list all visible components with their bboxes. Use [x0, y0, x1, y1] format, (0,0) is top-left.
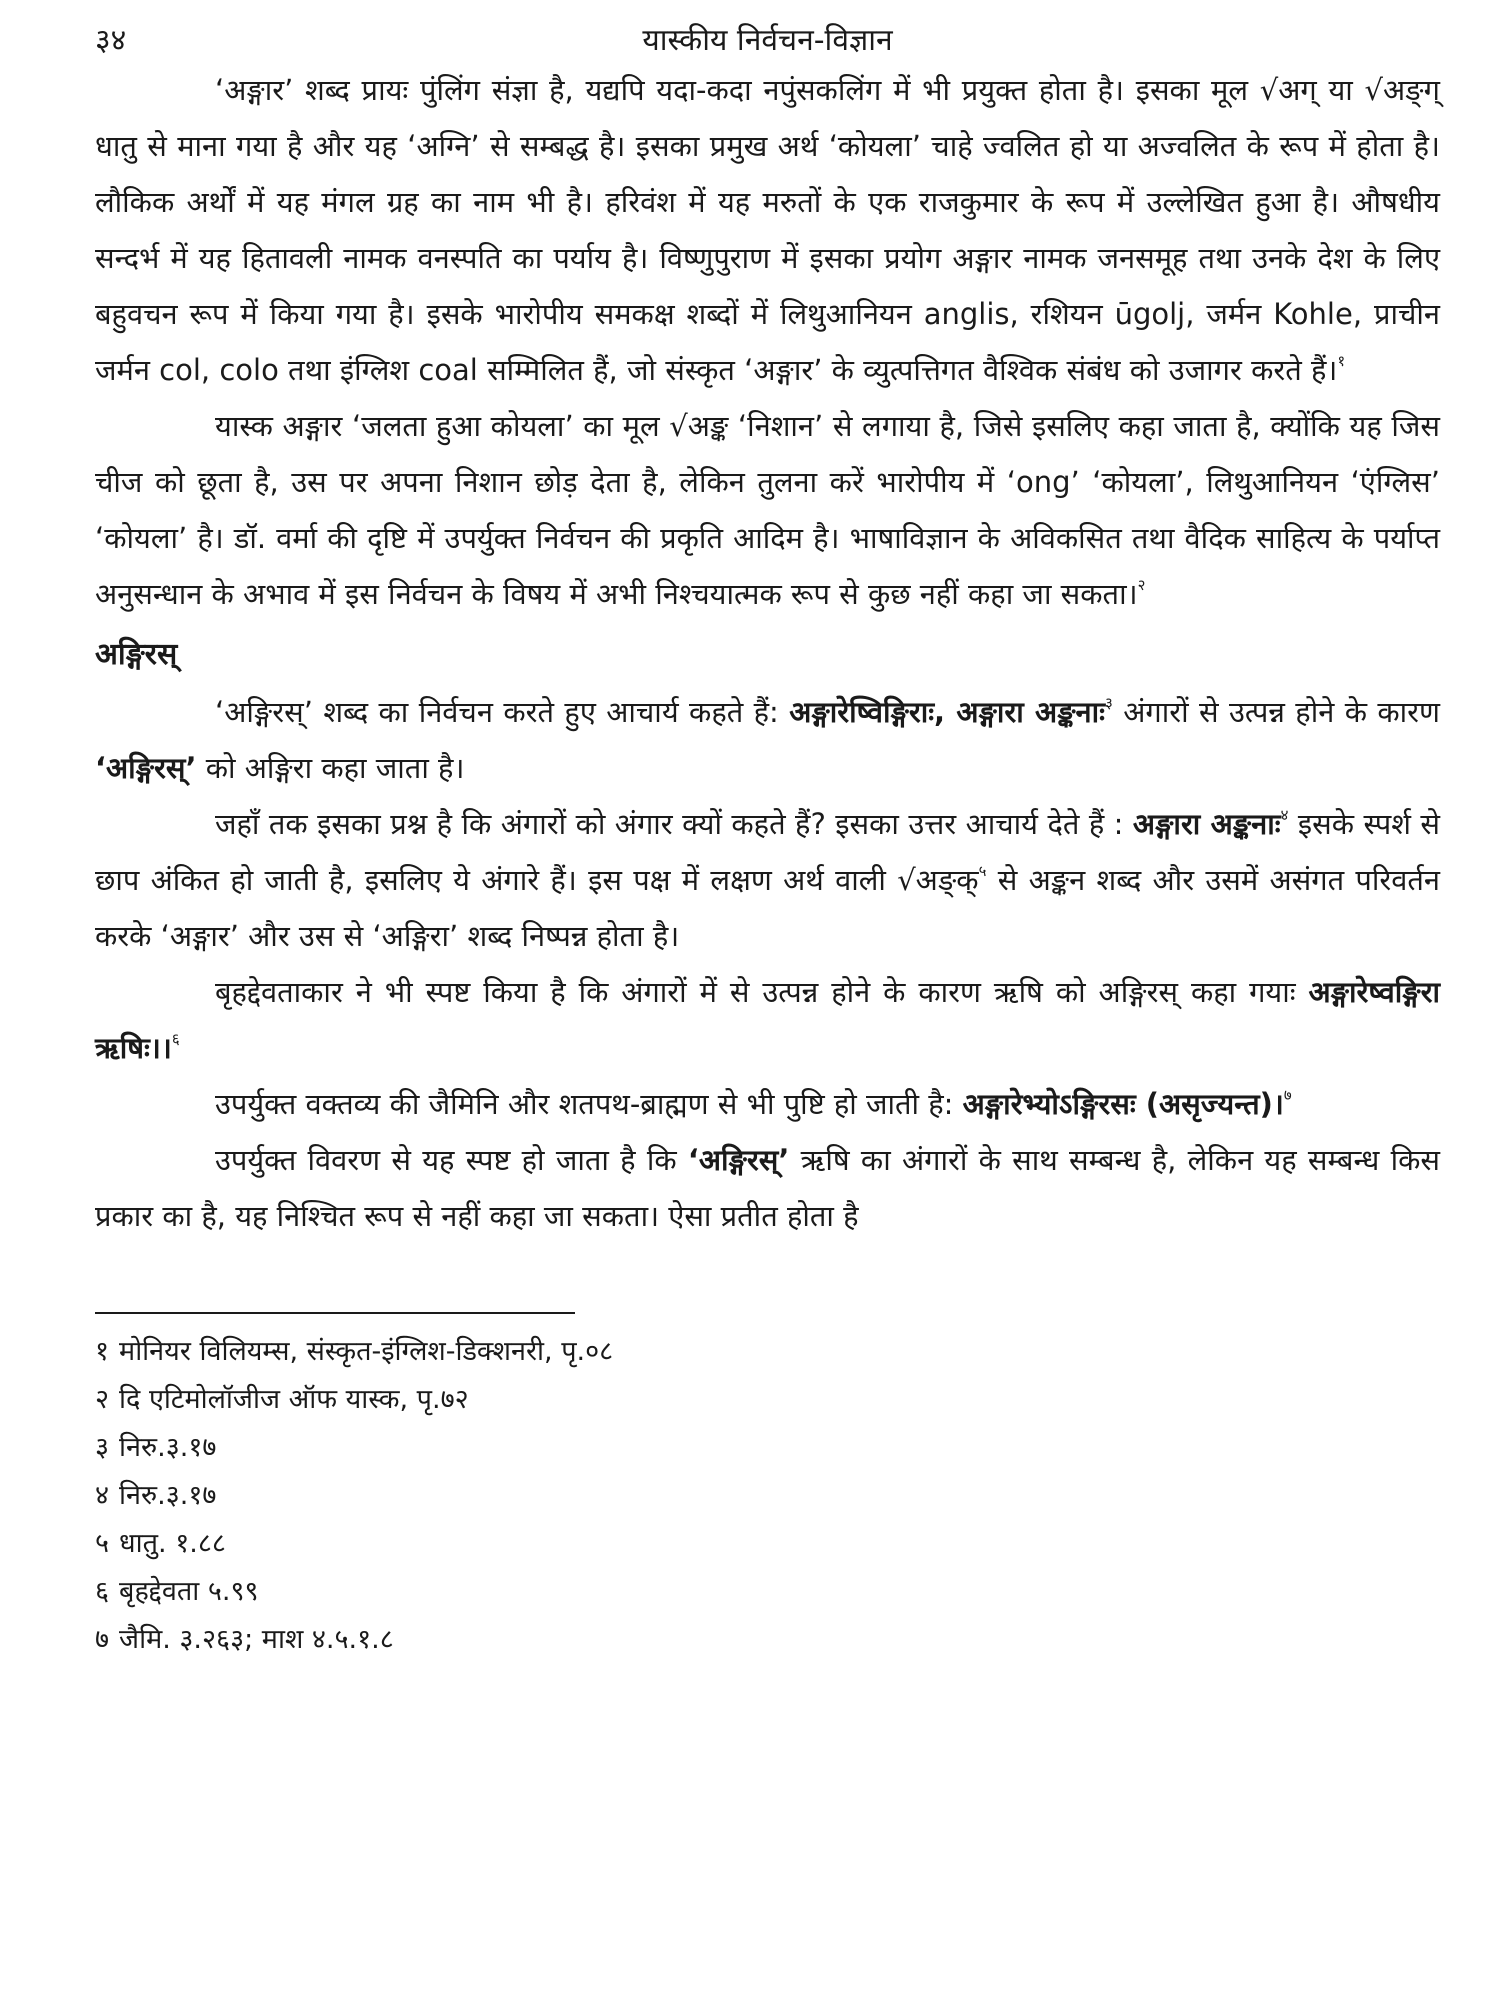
- document-page: [95, 18, 1440, 1993]
- paragraph-brihaddevata: बृहद्देवताकार ने भी स्पष्ट किया है कि अंगारों में से उत्पन्न होने के कारण ऋषि को अङ्गिरस् कहा गयाः अङ्गारेष्वङ्गिरा ऋषिः।।$^६$: [95, 975, 1440, 1065]
- paragraph-angara: ‘अङ्गार’ शब्द प्रायः पुंलिंग संज्ञा है, यद्यपि यदा-कदा नपुंसकलिंग में भी प्रयुक्त होता है। इसका मूल √अग् या √अङ्ग् धातु से माना गया है और यह ‘अग्नि’ से सम्बद्ध है। इसका प्रमुख अर्थ ‘कोयला’ चाहे ज्वलित हो या अज्वलित के रूप में होता है। लौकिक अर्थों में यह मंगल ग्रह का नाम भी है। हरिवंश में यह मरुतों के एक राजकुमार के रूप में उल्लेखित हुआ है। औषधीय सन्दर्भ में यह हितावली नामक वनस्पति का पर्याय है। विष्णुपुराण में इसका प्रयोग अङ्गार नामक जनसमूह तथा उनके देश के लिए बहुवचन रूप में किया गया है। इसके भारोपीय समकक्ष शब्दों में लिथुआनियन anglis, रशियन ūgolj, जर्मन Kohle, प्राचीन जर्मन col, colo तथा इंग्लिश coal सम्मिलित हैं, जो संस्कृत ‘अङ्गार’ के व्युत्पत्तिगत वैश्विक संबंध को उजागर करते हैं।$^१$: [95, 73, 1440, 387]
- paragraph-angara-question: जहाँ तक इसका प्रश्न है कि अंगारों को अंगार क्यों कहते हैं? इसका उत्तर आचार्य देते हैं : अङ्गारा अङ्कनाः$^४$ इसके स्पर्श से छाप अंकित हो जाती है, इसलिए ये अंगारे हैं। इस पक्ष में लक्षण अर्थ वाली √अङ्क्$^५$ से अङ्कन शब्द और उसमें असंगत परिवर्तन करके ‘अङ्गार’ और उस से ‘अङ्गिरा’ शब्द निष्पन्न होता है।: [95, 806, 1440, 953]
- paragraph-jaimini: उपर्युक्त वक्तव्य की जैमिनि और शतपथ-ब्राह्मण से भी पुष्टि हो जाती है: अङ्गारेभ्योऽङ्गिरसः (असृज्यन्त)।$^७$: [215, 1086, 1292, 1121]
- page-header: [95, 18, 1440, 62]
- footnote-ref: ६: [171, 1030, 180, 1048]
- footnotes: [95, 1328, 1440, 1664]
- body-text: [95, 62, 1440, 1244]
- footnote-item: २ दि एटिमोलॉजीज ऑफ यास्क, पृ.७२: [95, 1384, 469, 1415]
- footnote-item: ५ धातु. १.८८: [95, 1528, 226, 1559]
- running-title: यास्कीय निर्वचन-विज्ञान: [642, 23, 893, 58]
- footnote-item: ३ निरु.३.१७: [95, 1432, 217, 1463]
- footnote-item: ४ निरु.३.१७: [95, 1480, 217, 1511]
- footnote-divider: [95, 1312, 575, 1314]
- page-number: ३४: [95, 23, 127, 58]
- paragraph-angiras-definition: ‘अङ्गिरस्’ शब्द का निर्वचन करते हुए आचार्य कहते हैं: अङ्गारेष्विङ्गिराः, अङ्गारा अङ्कनाः$^३$ अंगारों से उत्पन्न होने के कारण ‘अङ्गिरस्’ को अङ्गिरा कहा जाता है।: [95, 694, 1440, 785]
- footnote-ref: ३: [1105, 694, 1113, 712]
- footnote-ref: ५: [978, 862, 987, 880]
- paragraph-conclusion: उपर्युक्त विवरण से यह स्पष्ट हो जाता है कि ‘अङ्गिरस्’ ऋषि का अंगारों के साथ सम्बन्ध है, लेकिन यह सम्बन्ध किस प्रकार का है, यह निश्चित रूप से नहीं कहा जा सकता। ऐसा प्रतीत होता है: [95, 1143, 1441, 1233]
- footnote-ref: ७: [1283, 1086, 1292, 1104]
- footnote-ref: ४: [1280, 806, 1289, 824]
- paragraph-yaska-angara: यास्क अङ्गार ‘जलता हुआ कोयला’ का मूल √अङ्क ‘निशान’ से लगाया है, जिसे इसलिए कहा जाता है, क्योंकि यह जिस चीज को छूता है, उस पर अपना निशान छोड़ देता है, लेकिन तुलना करें भारोपीय में ‘ong’ ‘कोयला’, लिथुआनियन ‘एंग्लिस’ ‘कोयला’ है। डॉ. वर्मा की दृष्टि में उपर्युक्त निर्वचन की प्रकृति आदिम है। भाषाविज्ञान के अविकसित तथा वैदिक साहित्य के पर्याप्त अनुसन्धान के अभाव में इस निर्वचन के विषय में अभी निश्चयात्मक रूप से कुछ नहीं कहा जा सकता।$^२$: [95, 409, 1440, 611]
- section-heading: अङ्गिरस्: [95, 637, 178, 672]
- footnote-ref: २: [1137, 576, 1146, 594]
- footnote-item: ७ जैमि. ३.२६३; माश ४.५.१.८: [95, 1624, 394, 1655]
- footnote-item: ६ बृहद्देवता ५.९९: [95, 1576, 259, 1607]
- footnote-ref: १: [1337, 352, 1346, 370]
- footnote-item: १ मोनियर विलियम्स, संस्कृत-इंग्लिश-डिक्शनरी, पृ.०८: [95, 1336, 614, 1367]
